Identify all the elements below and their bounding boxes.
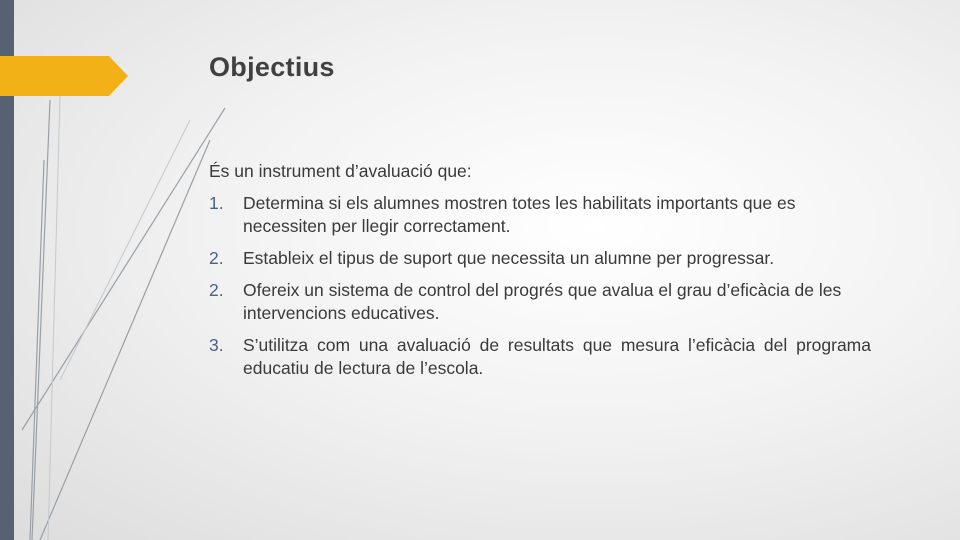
list-item bbox=[209, 192, 871, 238]
list-number: 2. bbox=[209, 280, 224, 300]
deco-line bbox=[30, 160, 44, 540]
deco-line bbox=[40, 140, 210, 540]
list-number: 3. bbox=[209, 335, 224, 355]
list-text: Determina si els alumnes mostren totes les habilitats importants que es necessiten per llegir correctament. bbox=[243, 193, 796, 236]
accent-arrow bbox=[0, 56, 128, 96]
list-item bbox=[209, 279, 871, 325]
slide-body bbox=[209, 160, 871, 389]
list-item bbox=[209, 247, 871, 270]
list-text: S’utilitza com una avaluació de resultats que mesura l’eficàcia del programa educatiu de lectura de l’escola. bbox=[243, 335, 871, 378]
intro-text: És un instrument d’avaluació que: bbox=[209, 161, 472, 181]
objectives-list bbox=[209, 192, 871, 380]
deco-line bbox=[32, 100, 50, 540]
list-item bbox=[209, 334, 871, 380]
list-number: 2. bbox=[209, 248, 224, 268]
list-number: 1. bbox=[209, 193, 224, 213]
deco-line bbox=[48, 96, 60, 540]
list-text: Ofereix un sistema de control del progrés que avalua el grau d’eficàcia de les intervencions educatives. bbox=[243, 280, 842, 323]
slide-title: Objectius bbox=[209, 52, 335, 82]
list-text: Estableix el tipus de suport que necessita un alumne per progressar. bbox=[243, 248, 775, 268]
